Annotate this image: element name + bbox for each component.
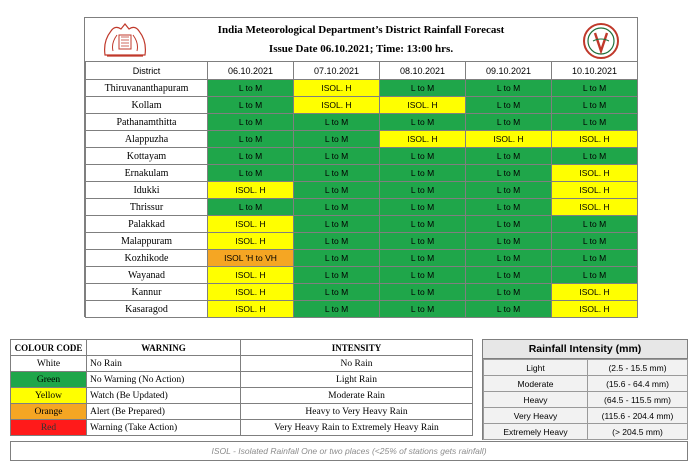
rainfall-intensity-row xyxy=(484,424,688,440)
forecast-cell: ISOL. H xyxy=(294,80,380,97)
intensity-cell: Light Rain xyxy=(241,372,473,388)
forecast-cell: L to M xyxy=(552,80,638,97)
forecast-cell: L to M xyxy=(466,233,552,250)
forecast-cell: L to M xyxy=(294,284,380,301)
rainfall-intensity-panel xyxy=(482,339,688,440)
legend-table xyxy=(10,339,473,436)
district-name: Kozhikode xyxy=(86,250,208,267)
forecast-cell: L to M xyxy=(466,148,552,165)
forecast-cell: ISOL. H xyxy=(208,284,294,301)
intensity-label: Light xyxy=(484,360,588,376)
district-column-header: District xyxy=(86,62,208,80)
forecast-cell: L to M xyxy=(380,301,466,318)
district-row xyxy=(86,233,638,250)
district-name: Thrissur xyxy=(86,199,208,216)
district-row xyxy=(86,148,638,165)
warning-cell: No Rain xyxy=(87,356,241,372)
forecast-cell: ISOL. H xyxy=(208,301,294,318)
district-name: Thiruvananthapuram xyxy=(86,80,208,97)
date-column-header: 10.10.2021 xyxy=(552,62,638,80)
intensity-cell: Very Heavy Rain to Extremely Heavy Rain xyxy=(241,420,473,436)
forecast-cell: ISOL. H xyxy=(208,233,294,250)
forecast-cell: L to M xyxy=(380,199,466,216)
forecast-issue-date: Issue Date 06.10.2021; Time: 13:00 hrs. xyxy=(268,43,454,55)
forecast-cell: ISOL. H xyxy=(208,216,294,233)
forecast-cell: L to M xyxy=(466,80,552,97)
forecast-cell: L to M xyxy=(380,216,466,233)
forecast-cell: L to M xyxy=(466,216,552,233)
district-name: Idukki xyxy=(86,182,208,199)
forecast-cell: ISOL. H xyxy=(208,182,294,199)
forecast-cell: L to M xyxy=(380,267,466,284)
forecast-cell: L to M xyxy=(208,165,294,182)
forecast-cell: L to M xyxy=(552,148,638,165)
district-row xyxy=(86,301,638,318)
colour-code-cell: Yellow xyxy=(11,388,87,404)
forecast-table xyxy=(85,61,638,318)
intensity-range: (15.6 - 64.4 mm) xyxy=(588,376,688,392)
date-column-header: 08.10.2021 xyxy=(380,62,466,80)
district-row xyxy=(86,131,638,148)
forecast-cell: L to M xyxy=(466,114,552,131)
isol-footnote: ISOL - Isolated Rainfall One or two places (<25% of stations gets rainfall) xyxy=(10,441,688,461)
forecast-cell: L to M xyxy=(380,80,466,97)
forecast-title: India Meteorological Department’s District Rainfall Forecast xyxy=(217,24,505,36)
district-row xyxy=(86,80,638,97)
forecast-cell: L to M xyxy=(294,199,380,216)
forecast-cell: L to M xyxy=(294,233,380,250)
legend-header-row xyxy=(11,340,473,356)
intensity-range: (2.5 - 15.5 mm) xyxy=(588,360,688,376)
district-row xyxy=(86,97,638,114)
forecast-cell: ISOL. H xyxy=(380,97,466,114)
forecast-cell: L to M xyxy=(380,182,466,199)
intensity-label: Very Heavy xyxy=(484,408,588,424)
forecast-cell: L to M xyxy=(294,114,380,131)
legend-row xyxy=(11,372,473,388)
rainfall-intensity-row xyxy=(484,392,688,408)
district-name: Alappuzha xyxy=(86,131,208,148)
warning-cell: Watch (Be Updated) xyxy=(87,388,241,404)
intensity-range: (> 204.5 mm) xyxy=(588,424,688,440)
forecast-cell: ISOL. H xyxy=(294,97,380,114)
warning-cell: Warning (Take Action) xyxy=(87,420,241,436)
district-row xyxy=(86,267,638,284)
intensity-header: INTENSITY xyxy=(241,340,473,356)
forecast-cell: L to M xyxy=(466,199,552,216)
forecast-cell: ISOL. H xyxy=(552,301,638,318)
forecast-cell: L to M xyxy=(208,80,294,97)
intensity-label: Extremely Heavy xyxy=(484,424,588,440)
forecast-cell: ISOL. H xyxy=(552,182,638,199)
forecast-cell: ISOL. H xyxy=(208,267,294,284)
intensity-range: (64.5 - 115.5 mm) xyxy=(588,392,688,408)
intensity-cell: Moderate Rain xyxy=(241,388,473,404)
forecast-cell: ISOL. H xyxy=(466,131,552,148)
rainfall-intensity-row xyxy=(484,408,688,424)
forecast-cell: L to M xyxy=(294,165,380,182)
forecast-cell: L to M xyxy=(466,182,552,199)
colour-code-cell: Red xyxy=(11,420,87,436)
district-name: Kannur xyxy=(86,284,208,301)
date-column-header: 09.10.2021 xyxy=(466,62,552,80)
forecast-cell: L to M xyxy=(380,250,466,267)
rainfall-intensity-row xyxy=(484,376,688,392)
intensity-cell: No Rain xyxy=(241,356,473,372)
colour-code-header: COLOUR CODE xyxy=(11,340,87,356)
district-row xyxy=(86,182,638,199)
forecast-cell: L to M xyxy=(294,216,380,233)
forecast-cell: L to M xyxy=(466,301,552,318)
forecast-cell: L to M xyxy=(552,233,638,250)
warning-cell: No Warning (No Action) xyxy=(87,372,241,388)
district-row xyxy=(86,250,638,267)
district-name: Kollam xyxy=(86,97,208,114)
rainfall-intensity-title: Rainfall Intensity (mm) xyxy=(483,340,687,359)
forecast-cell: ISOL. H xyxy=(552,284,638,301)
forecast-cell: L to M xyxy=(552,250,638,267)
forecast-cell: L to M xyxy=(466,250,552,267)
warning-cell: Alert (Be Prepared) xyxy=(87,404,241,420)
forecast-cell: L to M xyxy=(208,148,294,165)
district-name: Wayanad xyxy=(86,267,208,284)
legend-row xyxy=(11,356,473,372)
forecast-cell: L to M xyxy=(380,284,466,301)
forecast-cell: L to M xyxy=(294,301,380,318)
forecast-cell: ISOL 'H to VH xyxy=(208,250,294,267)
intensity-label: Moderate xyxy=(484,376,588,392)
forecast-cell: L to M xyxy=(466,267,552,284)
district-name: Palakkad xyxy=(86,216,208,233)
forecast-cell: L to M xyxy=(294,148,380,165)
forecast-cell: ISOL. H xyxy=(552,165,638,182)
forecast-cell: L to M xyxy=(294,250,380,267)
forecast-cell: L to M xyxy=(466,284,552,301)
legend-row xyxy=(11,388,473,404)
forecast-cell: L to M xyxy=(552,216,638,233)
forecast-cell: L to M xyxy=(294,131,380,148)
forecast-cell: ISOL. H xyxy=(380,131,466,148)
forecast-cell: L to M xyxy=(208,97,294,114)
forecast-header-row xyxy=(86,62,638,80)
district-name: Malappuram xyxy=(86,233,208,250)
forecast-cell: L to M xyxy=(294,267,380,284)
intensity-range: (115.6 - 204.4 mm) xyxy=(588,408,688,424)
forecast-cell: ISOL. H xyxy=(552,199,638,216)
district-row xyxy=(86,165,638,182)
district-name: Kasaragod xyxy=(86,301,208,318)
colour-code-cell: Orange xyxy=(11,404,87,420)
legend-row xyxy=(11,404,473,420)
colour-code-cell: White xyxy=(11,356,87,372)
district-name: Pathanamthitta xyxy=(86,114,208,131)
district-row xyxy=(86,114,638,131)
date-column-header: 07.10.2021 xyxy=(294,62,380,80)
date-column-header: 06.10.2021 xyxy=(208,62,294,80)
forecast-cell: L to M xyxy=(552,114,638,131)
district-row xyxy=(86,199,638,216)
district-name: Kottayam xyxy=(86,148,208,165)
forecast-cell: L to M xyxy=(466,165,552,182)
forecast-cell: ISOL. H xyxy=(552,131,638,148)
forecast-cell: L to M xyxy=(208,114,294,131)
intensity-cell: Heavy to Very Heavy Rain xyxy=(241,404,473,420)
forecast-panel xyxy=(84,17,638,317)
forecast-header xyxy=(85,18,637,61)
warning-header: WARNING xyxy=(87,340,241,356)
rainfall-intensity-row xyxy=(484,360,688,376)
forecast-cell: L to M xyxy=(208,199,294,216)
forecast-cell: L to M xyxy=(552,97,638,114)
district-name: Ernakulam xyxy=(86,165,208,182)
legend-row xyxy=(11,420,473,436)
forecast-cell: L to M xyxy=(380,233,466,250)
colour-code-cell: Green xyxy=(11,372,87,388)
intensity-label: Heavy xyxy=(484,392,588,408)
rainfall-intensity-table xyxy=(483,359,688,440)
forecast-cell: L to M xyxy=(466,97,552,114)
forecast-cell: L to M xyxy=(294,182,380,199)
district-row xyxy=(86,216,638,233)
imd-logo-icon xyxy=(581,21,621,61)
district-row xyxy=(86,284,638,301)
forecast-cell: L to M xyxy=(380,165,466,182)
forecast-cell: L to M xyxy=(380,148,466,165)
forecast-cell: L to M xyxy=(552,267,638,284)
forecast-cell: L to M xyxy=(208,131,294,148)
forecast-cell: L to M xyxy=(380,114,466,131)
